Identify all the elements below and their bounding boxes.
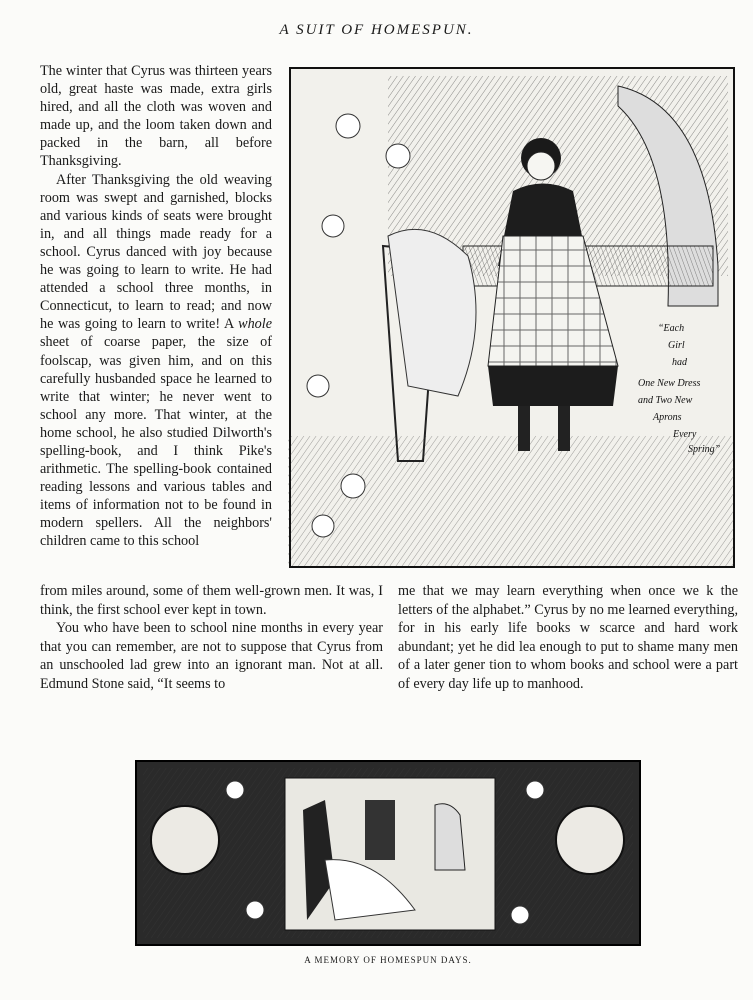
handwritten-line-1: “Each <box>658 323 685 334</box>
paragraph-2-end: sheet of coarse paper, the size of foolscap, was given him, and on this carefully husbanded space he learned to write that winter; he never went to school any more. That winter, at the home school, he also studied Dilworth's spelling-book, and I think Pike's arithmetic. The spelling-book contained reading lessons and various tables and items of information not to be found in modern spellers. All the neighbors' children came to this school <box>40 334 272 550</box>
lower-left-column <box>40 582 383 694</box>
illustration-homespun-scene <box>135 760 641 946</box>
lower-right-column <box>398 582 738 694</box>
handwritten-line-7: Every <box>673 429 697 440</box>
paragraph-3: You who have been to school nine months in every year that you can remember, are not to suppose that Cyrus from an unschooled lad grew into an ignorant man. Not at all. Edmund Stone said, “It seems to <box>40 620 383 692</box>
bottom-illustration-caption: A MEMORY OF HOMESPUN DAYS. <box>304 955 472 965</box>
paragraph-2 <box>40 171 272 551</box>
handwritten-line-3: had <box>672 357 687 368</box>
paragraph-1: The winter that Cyrus was thirteen years old, great haste was made, extra girls hired, and all the cloth was woven and made up, and the loom taken down and packed in the barn, all before Thanksgiving. <box>40 63 272 170</box>
homespun-scene-image <box>135 760 641 946</box>
illustration-girl-in-apron <box>288 66 738 569</box>
left-column-text <box>40 62 272 551</box>
running-title: A SUIT OF HOMESPUN. <box>279 22 474 38</box>
paragraph-3-continued: me that we may learn everything when once we k the letters of the alphabet.” Cyrus by no me learned everything, for in his early life books w scarce and hard work abundant; yet he did lea enough to put to shame many men of a later gener tion to whom books and school were a part of every day life up to manhood. <box>398 583 738 692</box>
girl-engraving-image <box>288 66 738 569</box>
handwritten-line-8: Spring” <box>688 444 721 455</box>
handwritten-line-4: One New Dress <box>638 378 701 389</box>
emphasis-whole: whole <box>238 316 272 333</box>
handwritten-line-5: and Two New <box>638 395 693 406</box>
handwritten-line-2: Girl <box>668 340 685 351</box>
handwritten-line-6: Aprons <box>653 412 682 423</box>
paragraph-2-start: After Thanksgiving the old weaving room was swept and garnished, blocks and various kinds of seats were brought in, and all things made ready for a school. Cyrus danced with joy because he was going to learn to write. He had attended a school three months, in Connecticut, to learn to read; and now he was going to learn to write! A <box>40 171 272 333</box>
paragraph-2-continued: from miles around, some of them well-grown men. It was, I think, the first school ever kept in town. <box>40 583 383 618</box>
